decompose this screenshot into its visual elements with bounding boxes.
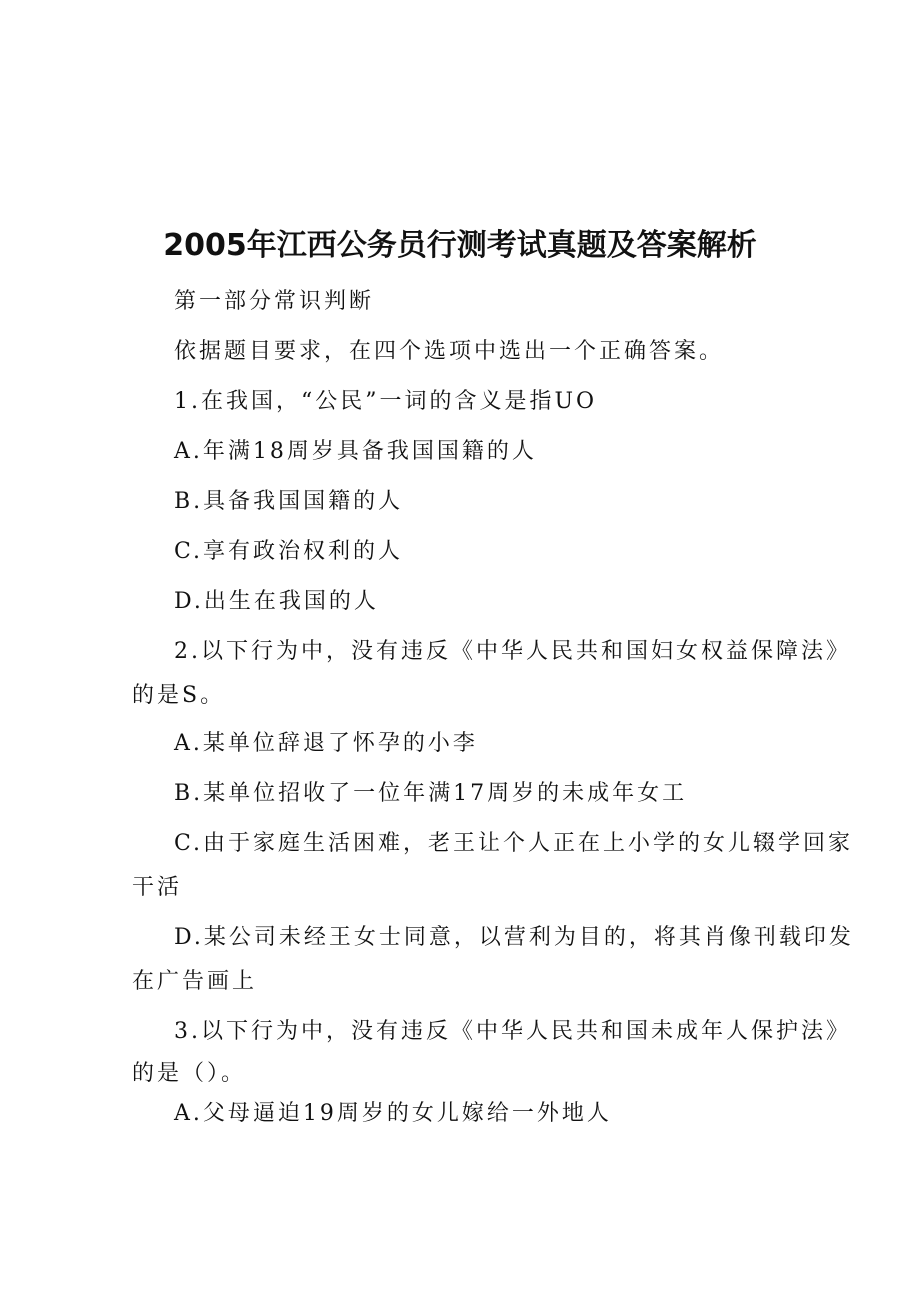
question-3-stem-line-1: 3.以下行为中，没有违反《中华人民共和国未成年人保护法》 (174, 1019, 851, 1044)
question-2-stem-line-2: 的是S。 (132, 683, 226, 708)
question-2-option-d-line-2: 在广告画上 (132, 969, 258, 994)
question-1-option-d: D.出生在我国的人 (174, 589, 379, 614)
question-1-option-a: A.年满18周岁具备我国国籍的人 (174, 439, 537, 464)
question-2-option-a: A.某单位辞退了怀孕的小李 (174, 731, 478, 756)
section-heading: 第一部分常识判断 (174, 289, 375, 314)
question-2-option-b: B.某单位招收了一位年满17周岁的未成年女工 (174, 781, 688, 806)
question-2-option-c-line-1: C.由于家庭生活困难，老王让个人正在上小学的女儿辍学回家 (174, 831, 854, 856)
instructions: 依据题目要求，在四个选项中选出一个正确答案。 (174, 339, 725, 364)
question-2-stem-line-1: 2.以下行为中，没有违反《中华人民共和国妇女权益保障法》 (174, 639, 851, 664)
document-title: 2005年江西公务员行测考试真题及答案解析 (163, 228, 757, 263)
question-2-option-d-line-1: D.某公司未经王女士同意，以营利为目的，将其肖像刊载印发 (174, 925, 854, 950)
question-2-option-c-line-2: 干活 (132, 875, 183, 900)
question-3-stem-line-2: 的是（）。 (132, 1061, 247, 1086)
question-1-option-b: B.具备我国国籍的人 (174, 489, 404, 514)
question-1-stem: 1.在我国，“公民”一词的含义是指UO (174, 389, 598, 414)
question-1-option-c: C.享有政治权利的人 (174, 539, 404, 564)
question-3-option-a: A.父母逼迫19周岁的女儿嫁给一外地人 (174, 1101, 612, 1126)
